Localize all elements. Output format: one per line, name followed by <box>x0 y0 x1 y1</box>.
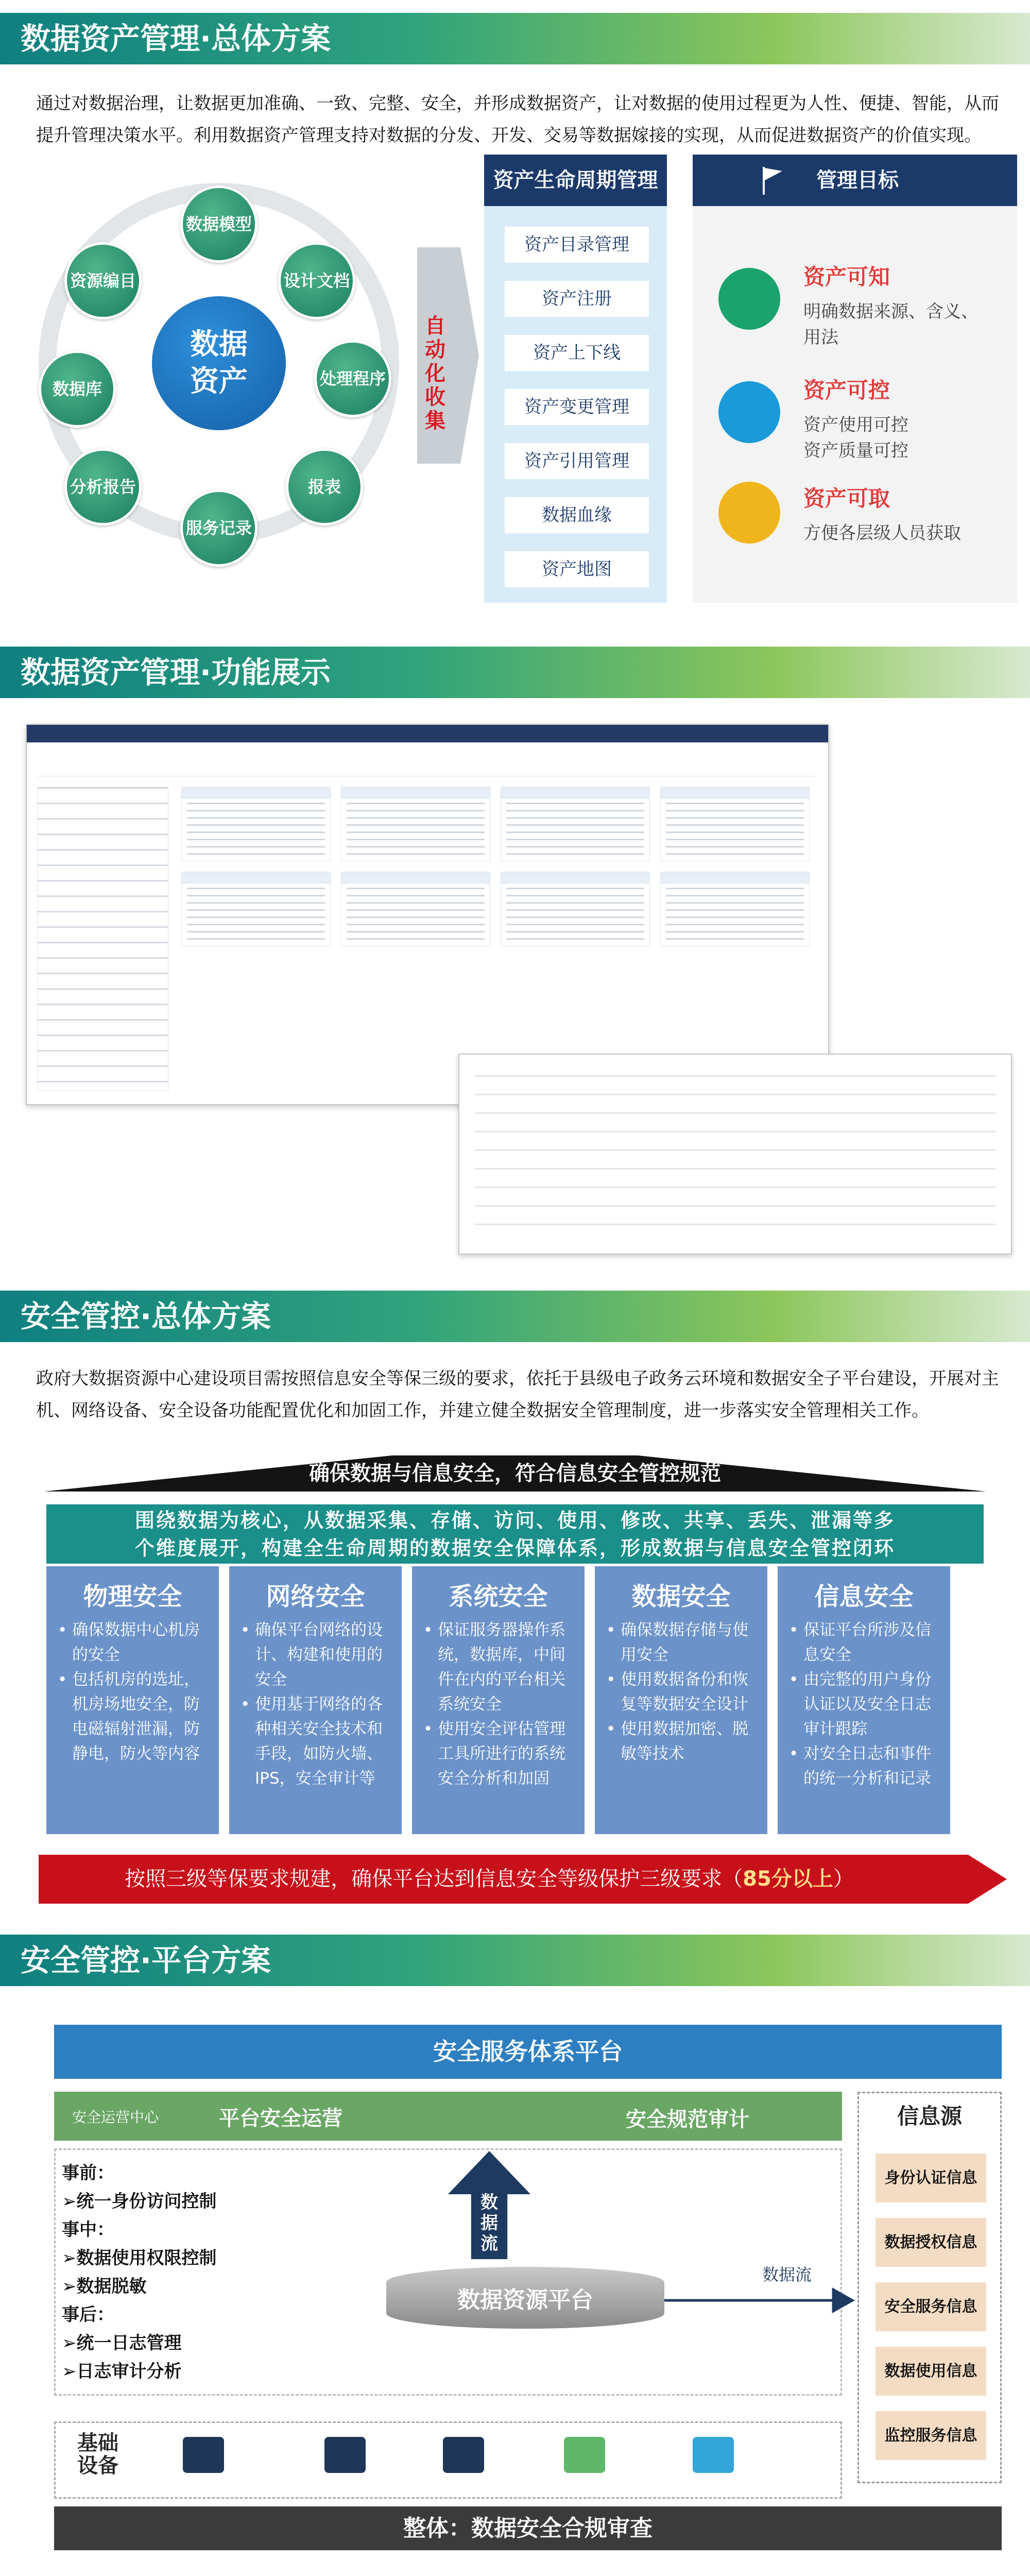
pillar-point: • 使用安全评估管理工具所进行的系统安全分析和加固 <box>423 1720 566 1788</box>
screenshot-data-asset-detail <box>458 1054 1012 1255</box>
core-statement <box>46 1504 984 1564</box>
node-resource-catalog: 资源编目 <box>64 242 142 319</box>
switch-icon <box>564 2437 605 2473</box>
pillar-body <box>58 1618 214 1766</box>
pillar-title: 系统安全 <box>449 1582 548 1611</box>
router-icon <box>443 2437 484 2473</box>
server-rack-icon <box>183 2437 224 2473</box>
up-arrow-label: 数据流 <box>480 2192 498 2254</box>
report-icon <box>718 268 780 330</box>
phase-item: ➢数据使用权限控制 <box>62 2248 217 2268</box>
lifecycle-item: 资产目录管理 <box>505 227 649 263</box>
window-topbar <box>27 725 828 742</box>
right-arrow-label: 数据流 <box>762 2265 812 2284</box>
collect-arrow-label: 自动化收集 <box>425 314 445 433</box>
phase-item: ➢数据脱敏 <box>62 2276 147 2297</box>
compliance-score: 85分以上 <box>743 1867 833 1891</box>
detail-content <box>475 1075 995 1238</box>
devices-label-2: 设备 <box>77 2454 118 2478</box>
hub-data-asset <box>152 296 286 430</box>
hub-line-2: 资产 <box>190 365 248 398</box>
pillar-body <box>606 1618 762 1766</box>
pillar-point: • 包括机房的选址，机房场地安全，防电磁辐射泄漏，防静电，防火等内容 <box>58 1670 200 1763</box>
pillar-body <box>241 1618 397 1791</box>
pillar-information <box>778 1566 950 1834</box>
lifecycle-item: 资产变更管理 <box>505 389 649 425</box>
pillar-title: 物理安全 <box>83 1582 182 1611</box>
banner-security-platform: 安全管控·平台方案 <box>0 1935 1030 1986</box>
goal-text: 明确数据来源、含义、 <box>803 301 978 322</box>
intro-security: 政府大数据资源中心建设项目需按照信息安全等保三级的要求，依托于县级电子政务云环境和数据安全子平台建设，开展对主机、网络设备、安全设备功能配置优化和加固工作，并建立健全数据安全管理制度，进一步落实安全管理相关工作。 <box>36 1368 999 1421</box>
pillar-physical <box>46 1566 219 1834</box>
filter-bar <box>37 756 815 776</box>
lifecycle-item: 资产上下线 <box>505 335 649 371</box>
core-line-2: 个维度展开，构建全生命周期的数据安全保障体系，形成数据与信息安全管控闭环 <box>134 1537 895 1560</box>
pillar-point: • 对安全日志和事件的统一分析和记录 <box>789 1744 932 1788</box>
pillar-point: • 使用数据加密、脱敏等技术 <box>606 1720 749 1763</box>
info-item: 监控服务信息 <box>876 2411 986 2460</box>
phase-item: ➢日志审计分析 <box>62 2361 182 2382</box>
asset-card <box>660 787 810 861</box>
lifecycle-item: 资产引用管理 <box>505 443 649 479</box>
goal-head: 资产可知 <box>803 264 890 290</box>
node-database: 数据库 <box>39 350 116 428</box>
asset-card <box>341 872 490 946</box>
asset-card <box>660 872 810 946</box>
node-design-doc: 设计文档 <box>278 242 355 319</box>
goal-text: 用法 <box>803 327 838 348</box>
banner-data-asset-overview: 数据资产管理·总体方案 <box>0 13 1030 64</box>
ops-center-label: 安全运营中心 <box>72 2109 159 2126</box>
pillar-title: 数据安全 <box>631 1582 731 1611</box>
node-service-record: 服务记录 <box>180 489 258 567</box>
lifecycle-title: 资产生命周期管理 <box>484 155 667 206</box>
info-item: 数据使用信息 <box>876 2347 986 2396</box>
tree-panel <box>37 787 168 1091</box>
pillar-body <box>423 1618 579 1791</box>
node-program: 处理程序 <box>314 340 391 417</box>
pillar-title: 网络安全 <box>266 1582 365 1611</box>
goal-text: 资产质量可控 <box>803 440 908 461</box>
devices-label <box>77 2432 118 2477</box>
hub-line-1: 数据 <box>190 328 248 361</box>
intro-data-asset: 通过对数据治理，让数据更加准确、一致、完整、安全，并形成数据资产，让对数据的使用过程更为人性、便捷、智能，从而提升管理决策水平。利用数据资产管理支持对数据的分发、开发、交易等数据嫁接的实现，从而促进数据资产的价值实现。 <box>36 93 999 146</box>
node-data-model: 数据模型 <box>180 185 258 263</box>
node-analysis-report: 分析报告 <box>64 448 142 526</box>
node-report: 报表 <box>286 448 363 526</box>
pillar-point: • 确保平台网络的设计、构建和使用的安全 <box>241 1621 383 1689</box>
goal-head: 资产可取 <box>803 486 890 511</box>
data-resource-platform: 数据资源平台 <box>386 2267 664 2329</box>
phase-item: ➢统一身份访问控制 <box>62 2191 217 2212</box>
pillar-point: • 保证服务器操作系统，数据库，中间件在内的平台相关系统安全 <box>423 1621 566 1714</box>
compliance-text: 按照三级等保要求规建，确保平台达到信息安全等级保护三级要求（85分以上） <box>125 1867 854 1891</box>
asset-card <box>501 787 650 861</box>
firewall-icon <box>693 2437 734 2473</box>
asset-card <box>341 787 490 861</box>
lightbulb-icon <box>718 381 780 443</box>
goal-text: 方便各层级人员获取 <box>803 523 961 544</box>
flag-icon <box>760 165 785 196</box>
ops-label: 平台安全运营 <box>219 2107 342 2130</box>
database-server-icon <box>324 2437 366 2473</box>
pillar-point: • 确保数据存储与使用安全 <box>606 1621 749 1664</box>
pillar-point: • 由完整的用户身份认证以及安全日志审计跟踪 <box>789 1670 932 1738</box>
pillar-body <box>789 1618 945 1791</box>
asset-card <box>181 787 331 861</box>
asset-card <box>181 872 331 946</box>
phase-head: 事后： <box>62 2304 114 2325</box>
goal-head: 资产可控 <box>803 378 890 403</box>
lifecycle-item: 资产地图 <box>505 551 649 587</box>
lifecycle-panel <box>484 155 667 603</box>
pillar-point: • 使用数据备份和恢复等数据安全设计 <box>606 1670 749 1714</box>
peak-text: 确保数据与信息安全，符合信息安全管控规范 <box>309 1462 721 1485</box>
info-source-title: 信息源 <box>897 2104 962 2129</box>
pillar-point: • 使用基于网络的各种相关安全技术和手段，如防火墙、IPS，安全审计等 <box>241 1695 383 1788</box>
core-line-1: 围绕数据为核心，从数据采集、存储、访问、使用、修改、共享、丢失、泄漏等多 <box>134 1509 895 1532</box>
pillar-point: • 保证平台所涉及信息安全 <box>789 1621 932 1664</box>
audit-label: 安全规范审计 <box>626 2108 749 2131</box>
devices-label-1: 基础 <box>77 2431 118 2455</box>
info-item: 身份认证信息 <box>876 2154 986 2202</box>
lifecycle-item: 数据血缘 <box>505 497 649 533</box>
goal-title: 管理目标 <box>693 155 1017 206</box>
lifecycle-item: 资产注册 <box>505 281 649 317</box>
info-item: 安全服务信息 <box>876 2282 986 2331</box>
service-platform-bar: 安全服务体系平台 <box>54 2025 1002 2079</box>
checkmark-icon <box>718 482 780 544</box>
pillar-title: 信息安全 <box>814 1582 914 1611</box>
screenshot-data-asset-main <box>26 724 829 1105</box>
phase-head: 事前： <box>62 2163 114 2183</box>
goal-text: 资产使用可控 <box>803 415 908 435</box>
pillar-data <box>595 1566 767 1834</box>
banner-data-asset-functions: 数据资产管理·功能展示 <box>0 647 1030 698</box>
ops-bar <box>54 2092 842 2141</box>
pillar-network <box>229 1566 402 1834</box>
banner-security-overview: 安全管控·总体方案 <box>0 1291 1030 1342</box>
phase-item: ➢统一日志管理 <box>62 2333 182 2353</box>
info-item: 数据授权信息 <box>876 2218 986 2267</box>
pillar-system <box>412 1566 585 1834</box>
asset-card <box>501 872 650 946</box>
pillar-point: • 确保数据中心机房的安全 <box>58 1621 200 1664</box>
phase-head: 事中： <box>62 2219 114 2240</box>
compliance-review-bar: 整体：数据安全合规审查 <box>54 2506 1002 2550</box>
